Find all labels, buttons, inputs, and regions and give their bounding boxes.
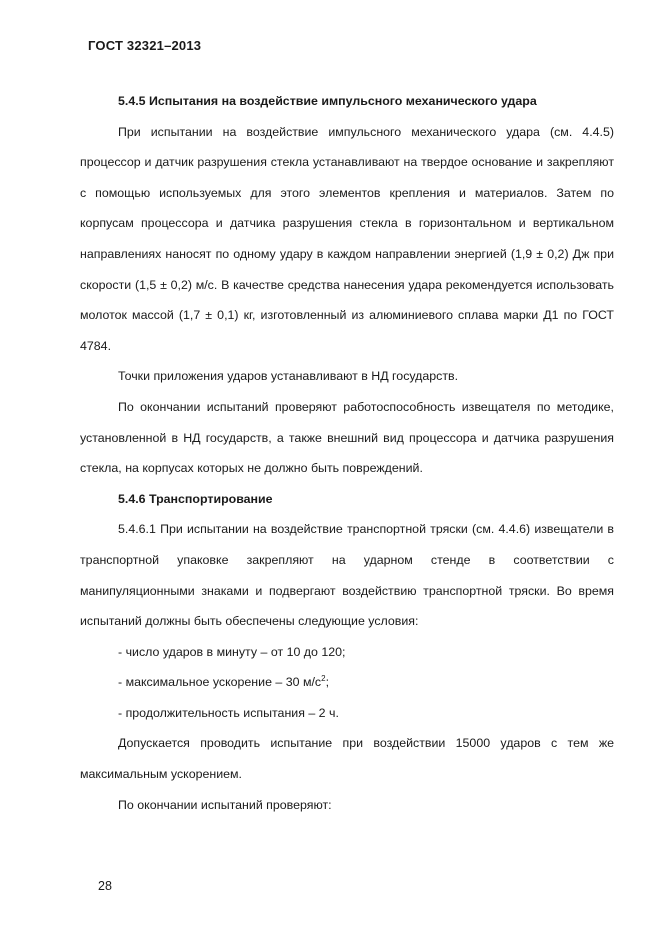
paragraph: 5.4.6.1 При испытании на воздействие транспортной тряски (см. 4.4.6) извещатели в транспортной упаковке закрепляют на ударном стенде в соответствии с манипуляционными знаками и подвергают воздействию транспортной тряски. Во время испытаний должны быть обеспечены следующие условия: [80,522,614,629]
section-heading-5-4-6: 5.4.6 Транспортирование [118,491,273,506]
page-number: 28 [98,879,112,893]
paragraph: Допускается проводить испытание при воздействии 15000 ударов с тем же максимальным ускорением. [80,736,614,782]
paragraph: Точки приложения ударов устанавливают в НД государств. [118,369,459,384]
document-body [80,86,614,820]
list-item: - продолжительность испытания – 2 ч. [118,705,339,720]
superscript: 2 [321,674,326,684]
paragraph: При испытании на воздействие импульсного механического удара (см. 4.4.5) процессор и датчик разрушения стекла устанавливают на твердое основание и закрепляют с помощью используемых для этого элементов крепления и материалов. Затем по корпусам процессора и датчика разрушения стекла в горизонтальном и вертикальном направлениях наносят по одному удару в каждом направлении энергией (1,9 ± 0,2) Дж при скорости (1,5 ± 0,2) м/с. В качестве средства нанесения удара рекомендуется использовать молоток массой (1,7 ± 0,1) кг, изготовленный из алюминиевого сплава марки Д1 по ГОСТ 4784. [80,124,614,353]
paragraph: По окончании испытаний проверяют работоспособность извещателя по методике, установленной в НД государств, а также внешний вид процессора и датчика разрушения стекла, на корпусах которых не должно быть повреждений. [80,399,614,476]
list-item [80,667,614,698]
list-item-end: ; [325,675,330,690]
document-code: ГОСТ 32321–2013 [88,38,202,53]
paragraph: По окончании испытаний проверяют: [118,797,332,812]
section-heading-5-4-5: 5.4.5 Испытания на воздействие импульсного механического удара [118,94,537,108]
list-item-text: - максимальное ускорение – 30 м/с [118,675,322,690]
list-item: - число ударов в минуту – от 10 до 120; [118,644,346,659]
